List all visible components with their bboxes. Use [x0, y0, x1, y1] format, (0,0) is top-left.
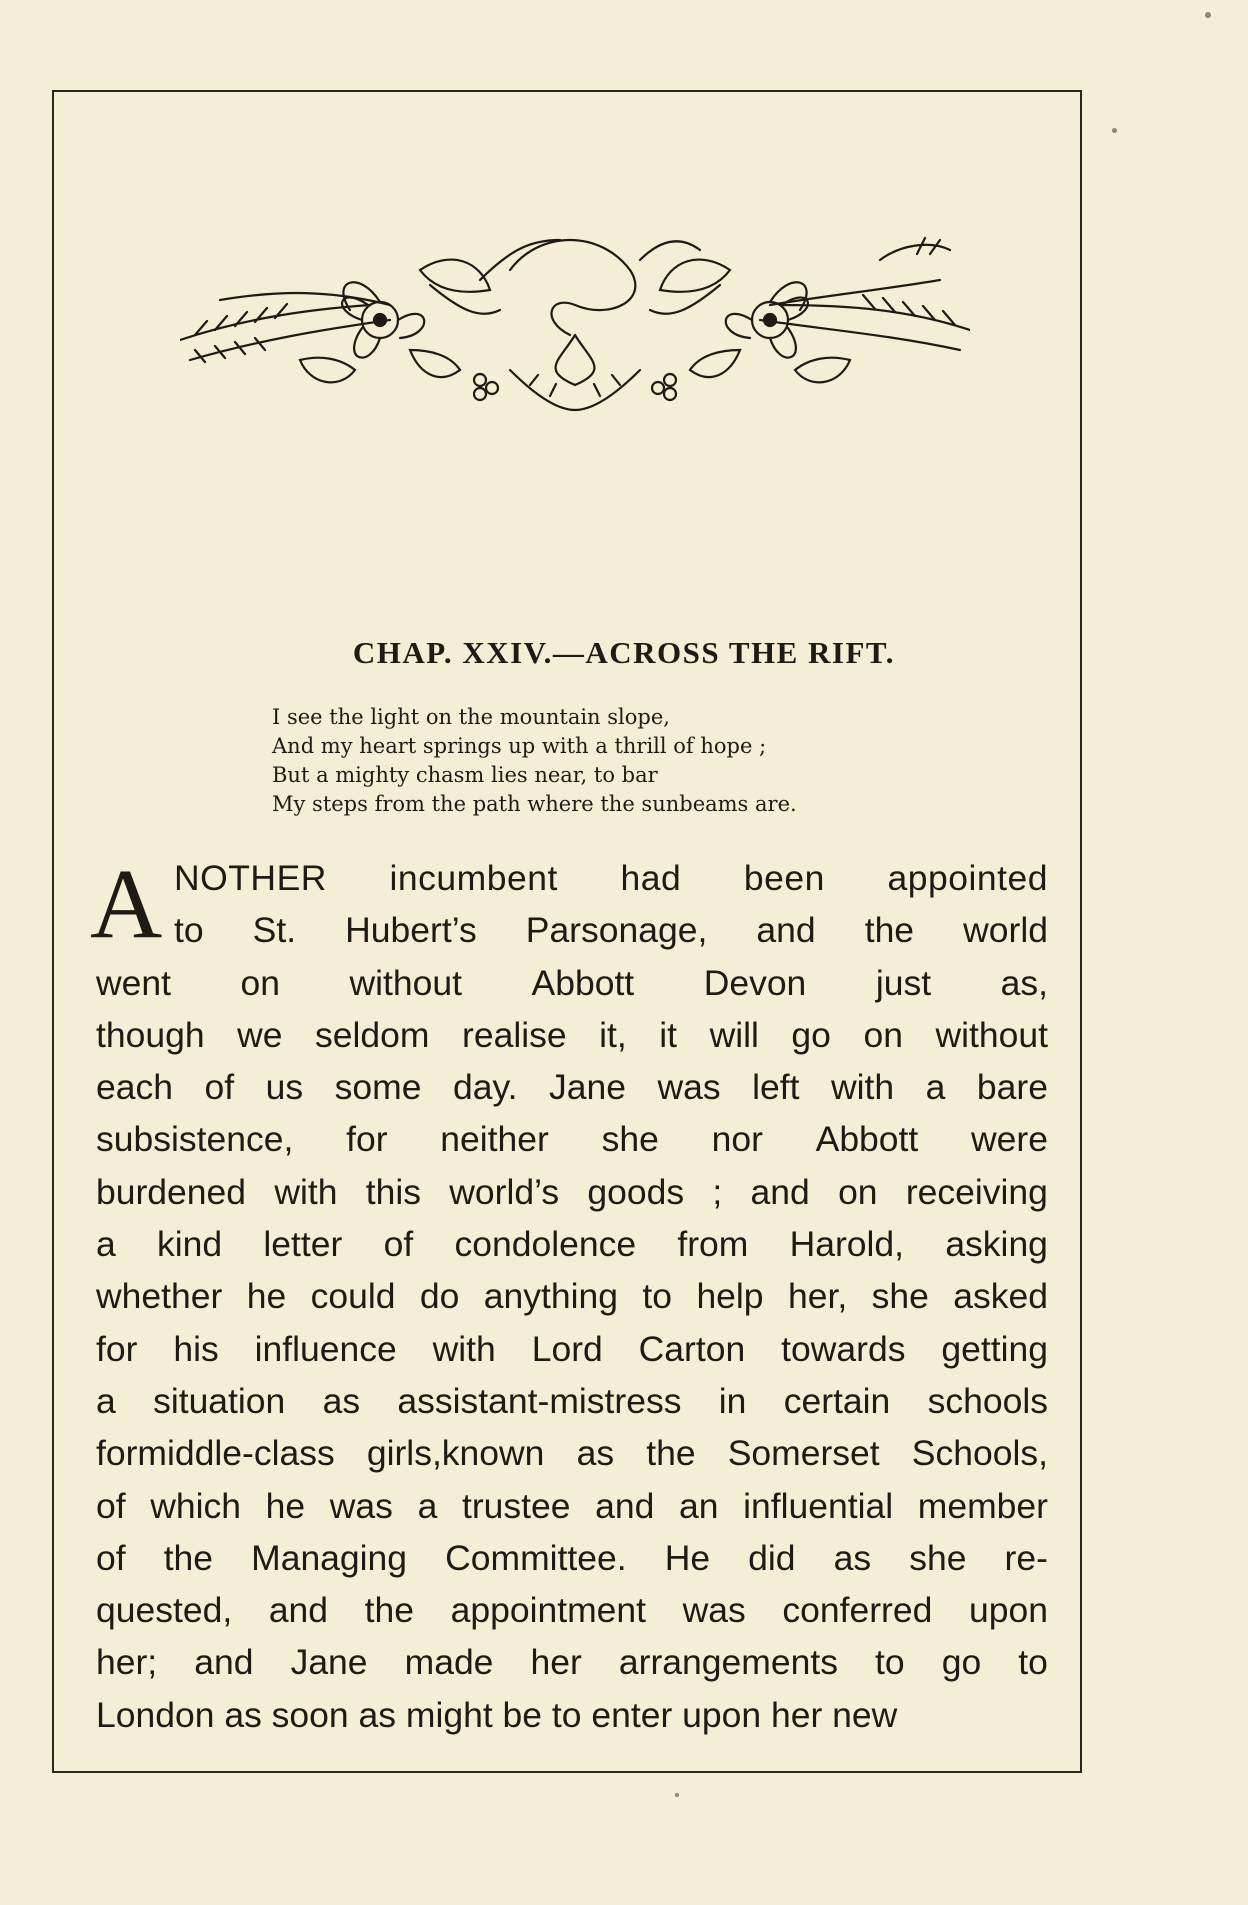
chapter-body — [90, 848, 1048, 1741]
epigraph-line: I see the light on the mountain slope, — [272, 705, 670, 729]
body-line: whether he could do anything to help her, she asked — [96, 1276, 1048, 1317]
body-line: her; and Jane made her arrangements to go to — [96, 1642, 1048, 1683]
body-line: a situation as assistant-mistress in certain schools — [96, 1380, 1048, 1421]
body-line: a kind letter of condolence from Harold, asking — [96, 1224, 1048, 1265]
body-line: subsistence, for neither she nor Abbott were — [96, 1119, 1048, 1160]
body-line: formiddle-class girls,known as the Somerset Schools, — [96, 1433, 1048, 1474]
body-line: burdened with this world’s goods ; and on receiving — [96, 1171, 1048, 1212]
chapter-title: CHAP. XXIV.—ACROSS THE RIFT. — [352, 635, 896, 670]
body-line: NOTHER incumbent had been appointed — [174, 858, 1048, 898]
paper-speck — [675, 1793, 679, 1797]
body-line: each of us some day. Jane was left with a bare — [96, 1067, 1048, 1108]
paper-speck — [1112, 128, 1117, 133]
epigraph-line: My steps from the path where the sunbeams are. — [272, 792, 797, 816]
body-line: went on without Abbott Devon just as, — [96, 962, 1048, 1003]
body-line: for his influence with Lord Carton towards getting — [96, 1328, 1048, 1369]
paper-speck — [1205, 12, 1211, 18]
body-line: of which he was a trustee and an influential member — [96, 1485, 1048, 1526]
epigraph — [272, 703, 797, 819]
epigraph-line: And my heart springs up with a thrill of hope ; — [272, 734, 767, 758]
body-line: quested, and the appointment was conferred upon — [96, 1590, 1048, 1631]
body-line: though we seldom realise it, it will go on without — [96, 1014, 1048, 1055]
epigraph-line: But a mighty chasm lies near, to bar — [272, 763, 658, 787]
body-line: of the Managing Committee. He did as she re- — [96, 1537, 1048, 1578]
drop-cap: A — [90, 848, 163, 959]
floral-headpiece-icon — [180, 210, 970, 420]
body-line: London as soon as might be to enter upon her new — [96, 1694, 898, 1735]
body-line: to St. Hubert’s Parsonage, and the world — [174, 910, 1048, 951]
